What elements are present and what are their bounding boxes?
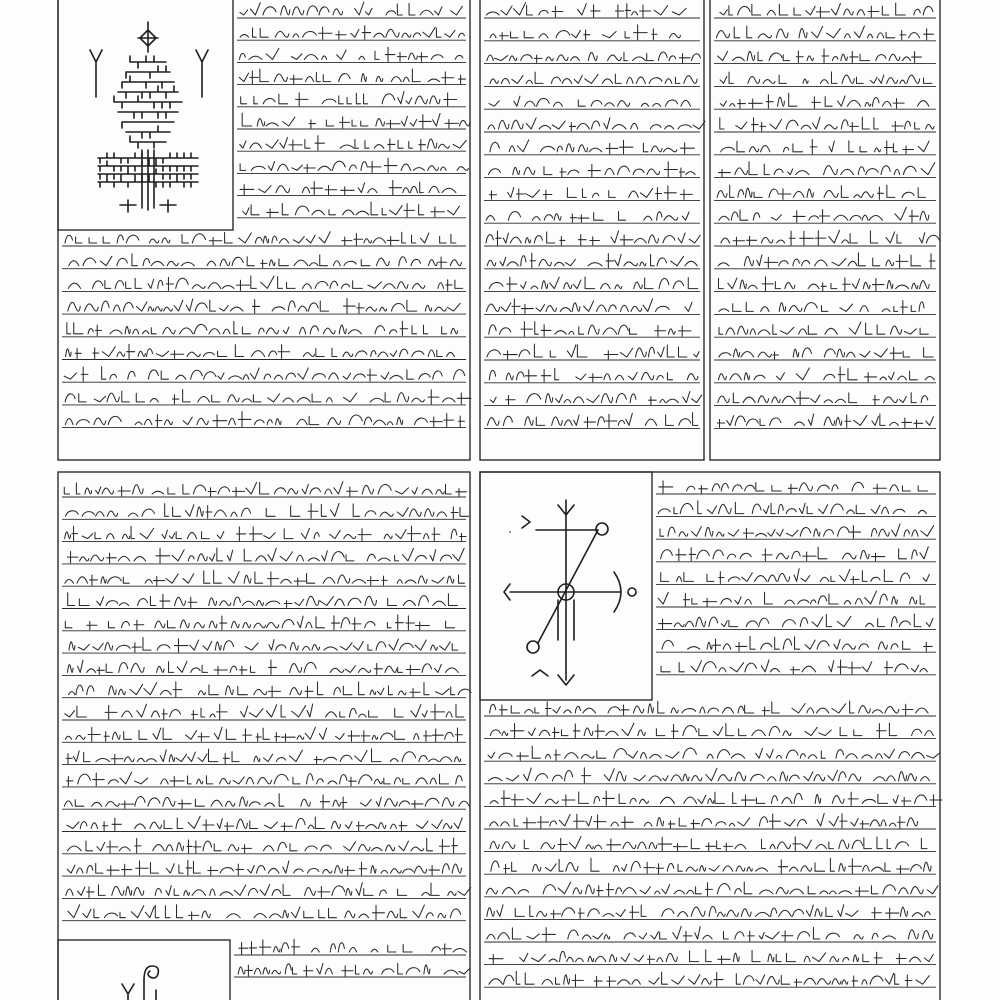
cipher-text-line (243, 202, 460, 217)
cipher-text-line (490, 813, 918, 828)
cipher-text-line (486, 882, 938, 896)
cipher-text-line (718, 392, 928, 405)
text-lines (62, 2, 942, 987)
cipher-text-line (486, 211, 689, 222)
cipher-text-line (720, 3, 933, 17)
cipher-text-line (489, 950, 933, 964)
cipher-text-line (67, 660, 458, 674)
cipher-text-line (487, 344, 699, 359)
cipher-text-line (718, 162, 934, 177)
cipher-text-line (69, 638, 458, 653)
bottom-right-text (484, 701, 942, 987)
cipher-text-line (240, 180, 456, 194)
section-frames (58, 0, 940, 1000)
cipher-text-line (239, 47, 462, 61)
column-frame (480, 472, 940, 1000)
cipher-text-line (719, 347, 933, 359)
cipher-text-line (67, 321, 458, 336)
cipher-text-line (68, 299, 460, 314)
cipher-text-line (659, 614, 933, 629)
cipher-text-line (486, 3, 686, 17)
cipher-text-line (718, 49, 922, 63)
cipher-text-line (490, 391, 701, 404)
cipher-text-line (490, 723, 933, 738)
cipher-text-line (65, 727, 462, 741)
cipher-text-line (490, 140, 694, 154)
cipher-text-line (662, 636, 932, 651)
cipher-text-line (66, 749, 461, 764)
cipher-text-line (68, 593, 458, 608)
cipher-text-line (240, 136, 467, 151)
cipher-text-line (489, 277, 698, 291)
cipher-text-line (490, 72, 697, 83)
cipher-text-line (661, 569, 930, 584)
cipher-text-line (490, 701, 928, 715)
cipher-text-line (489, 322, 691, 337)
cipher-text-line (716, 26, 933, 40)
cipher-text-line (65, 412, 464, 427)
cipher-text-line (66, 344, 455, 358)
sigil-tree-illustration (90, 22, 208, 212)
cipher-text-line (240, 158, 468, 172)
cipher-text-line (718, 277, 929, 291)
cipher-text-line (658, 591, 925, 606)
cipher-text-line (65, 503, 468, 518)
cipher-text-line (490, 791, 942, 806)
cipher-text-line (67, 838, 457, 853)
spiral-sprout-illustration (122, 966, 158, 1000)
bottom-right-inset-text (656, 481, 936, 675)
cipher-text-line (718, 253, 935, 268)
cipher-text-line (489, 162, 696, 177)
top-middle-text (484, 3, 705, 429)
cipher-text-line (720, 117, 934, 131)
cipher-text-line (67, 548, 464, 563)
cipher-text-line (65, 704, 464, 719)
bottom-left-inset-text (234, 939, 469, 977)
cipher-text-line (242, 113, 469, 128)
cipher-text-line (661, 547, 929, 561)
top-left-text (237, 2, 470, 218)
cipher-text-line (487, 413, 698, 428)
cipher-text-line (489, 96, 690, 106)
cipher-text-line (240, 2, 462, 15)
cipher-text-line (719, 301, 924, 314)
cipher-text-line (489, 368, 698, 381)
cipher-text-line (65, 570, 465, 585)
cipher-text-line (487, 52, 701, 63)
cipher-text-line (66, 883, 471, 898)
illustrations (90, 22, 636, 1000)
cipher-text-line (486, 231, 700, 245)
top-right-text (714, 3, 939, 428)
cipher-text-line (68, 905, 461, 920)
top-left-figure-frame (58, 0, 233, 230)
cipher-text-line (489, 768, 930, 783)
cipher-text-line (65, 526, 466, 540)
cipher-text-line (719, 322, 928, 334)
cipher-text-line (658, 501, 926, 514)
top-left-lower-text (62, 232, 471, 428)
cipher-text-line (64, 367, 465, 382)
cipher-text-line (65, 389, 471, 403)
cipher-text-line (661, 660, 927, 674)
cipher-text-line (490, 837, 927, 851)
cipher-text-line (486, 299, 692, 314)
circle-seal-illustration (504, 500, 636, 685)
cipher-text-line (717, 185, 925, 199)
cipher-text-line (241, 92, 457, 106)
cipher-text-line (65, 615, 454, 630)
cipher-text-line (68, 682, 470, 697)
cipher-text-line (487, 253, 697, 268)
cipher-text-line (721, 140, 929, 154)
cipher-text-line (487, 926, 933, 941)
cipher-text-line (65, 232, 456, 245)
cipher-text-line (720, 72, 932, 84)
cipher-text-line (491, 858, 931, 873)
cipher-text-line (67, 860, 461, 875)
cipher-text-line (660, 524, 934, 538)
cipher-text-line (489, 186, 692, 199)
cipher-text-line (659, 481, 928, 493)
cipher-text-line (487, 905, 930, 919)
bottom-left-text (62, 482, 471, 921)
cipher-text-line (68, 276, 462, 290)
column-frame (480, 0, 704, 460)
cipher-text-line (720, 93, 929, 108)
cipher-text-line (69, 254, 462, 268)
cipher-text-line (719, 207, 929, 222)
cipher-text-line (718, 367, 934, 382)
cipher-text-line (64, 794, 469, 809)
cipher-text-line (490, 25, 680, 40)
cipher-text-line (240, 26, 464, 40)
cipher-text-line (717, 414, 933, 427)
cipher-text-line (721, 230, 940, 245)
cipher-text-line (67, 816, 462, 830)
cipher-text-line (239, 939, 467, 954)
cipher-text-line (488, 118, 705, 131)
cipher-text-line (64, 482, 466, 496)
cipher-text-line (239, 69, 465, 84)
cipher-text-line (238, 963, 469, 976)
cipher-text-line (67, 772, 463, 786)
cipher-text-line (488, 746, 940, 760)
column-frame (710, 0, 940, 460)
cipher-text-line (489, 971, 929, 986)
